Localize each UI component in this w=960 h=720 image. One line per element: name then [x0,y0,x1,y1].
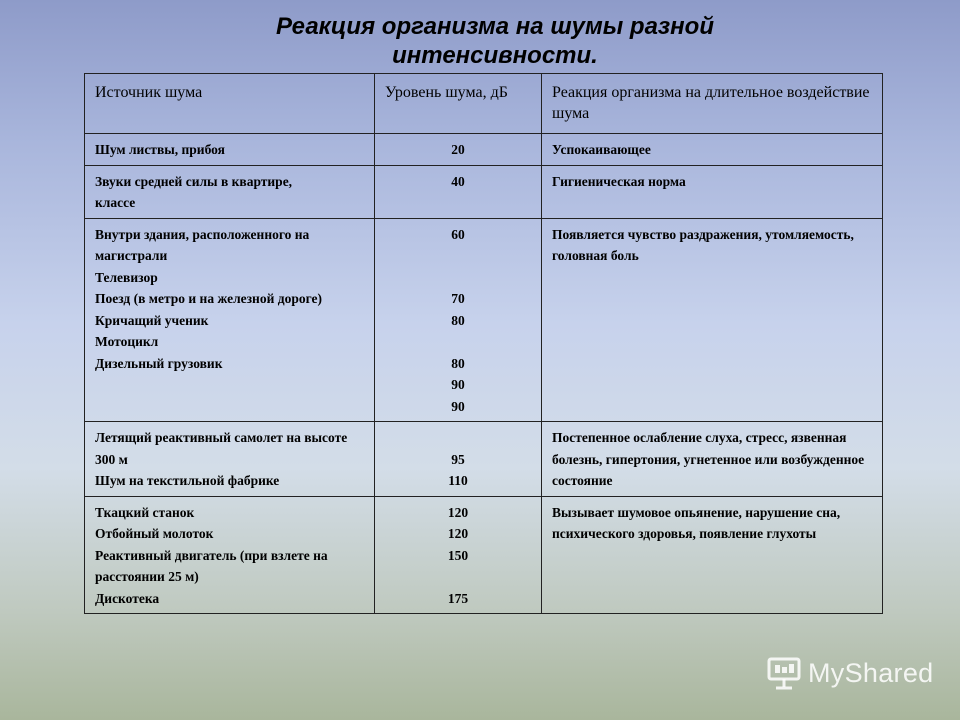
reaction-cell [542,422,883,497]
level-value: 20 [451,142,465,157]
reaction-text: Появляется чувство раздражения, утомляемость, головная боль [552,226,854,263]
level-value: 80 [451,312,465,328]
level-value: 120 [447,526,469,541]
source-text: Телевизор [95,269,158,285]
table-row [85,496,883,614]
page-title [230,12,760,70]
reaction-cell [542,165,883,218]
level-value: 90 [451,377,465,392]
reaction-cell [542,134,883,166]
level-cell [375,496,542,614]
level-cell [375,218,542,422]
level-value: 40 [451,173,465,189]
level-value: 90 [451,398,465,414]
level-value: 70 [451,291,465,306]
source-text: Дизельный грузовик [95,355,223,371]
source-text: Внутри здания, расположенного на магистрали [95,226,310,263]
source-text: Отбойный молоток [95,526,214,541]
source-text: Дискотека [95,590,160,606]
header-source: Источник шума [85,74,375,134]
source-cell [85,422,375,497]
title-line-2: интенсивности. [392,42,598,69]
header-level: Уровень шума, дБ [375,74,542,134]
presentation-board-icon [766,656,802,690]
reaction-text: Успокаивающее [552,142,651,157]
level-value: 110 [448,473,468,488]
source-text: Шум листвы, прибоя [95,142,225,157]
noise-table [84,73,883,614]
level-cell [375,165,542,218]
table-header-row [85,74,883,134]
source-cell [85,218,375,422]
source-text: Реактивный двигатель (при взлете на расстоянии 25 м) [95,547,328,584]
source-text: Ткацкий станок [95,504,195,520]
header-reaction: Реакция организма на длительное воздействие шума [542,74,883,134]
level-value: 175 [447,590,469,606]
level-cell [375,134,542,166]
table-row [85,422,883,497]
reaction-cell [542,496,883,614]
reaction-text: Вызывает шумовое опьянение, нарушение сна, психического здоровья, появление глухоты [552,504,841,541]
reaction-text: Гигиеническая норма [552,173,686,189]
level-cell [375,422,542,497]
source-text: Кричащий ученик [95,312,209,328]
table-row [85,218,883,422]
source-text: Шум на текстильной фабрике [95,473,280,488]
source-cell [85,165,375,218]
level-value: 120 [447,504,469,520]
source-cell [85,134,375,166]
table-row [85,134,883,166]
title-line-1: Реакция организма на шумы разной [275,13,714,40]
myshared-watermark [766,656,933,690]
source-text: Летящий реактивный самолет на высоте 300 м [95,430,348,467]
reaction-cell [542,218,883,422]
source-text: Мотоцикл [95,334,159,349]
source-text: Звуки средней силы в квартире, классе [95,173,293,210]
reaction-text: Постепенное ослабление слуха, стресс, язвенная болезнь, гипертония, угнетенное или возбужденное состояние [552,430,865,488]
source-text: Поезд (в метро и на железной дороге) [95,291,323,306]
level-value: 60 [451,226,465,242]
level-value: 80 [451,355,465,371]
watermark-text: MyShared [808,657,934,688]
level-value: 150 [447,547,469,563]
source-cell [85,496,375,614]
table-row [85,165,883,218]
level-value: 95 [451,451,465,467]
